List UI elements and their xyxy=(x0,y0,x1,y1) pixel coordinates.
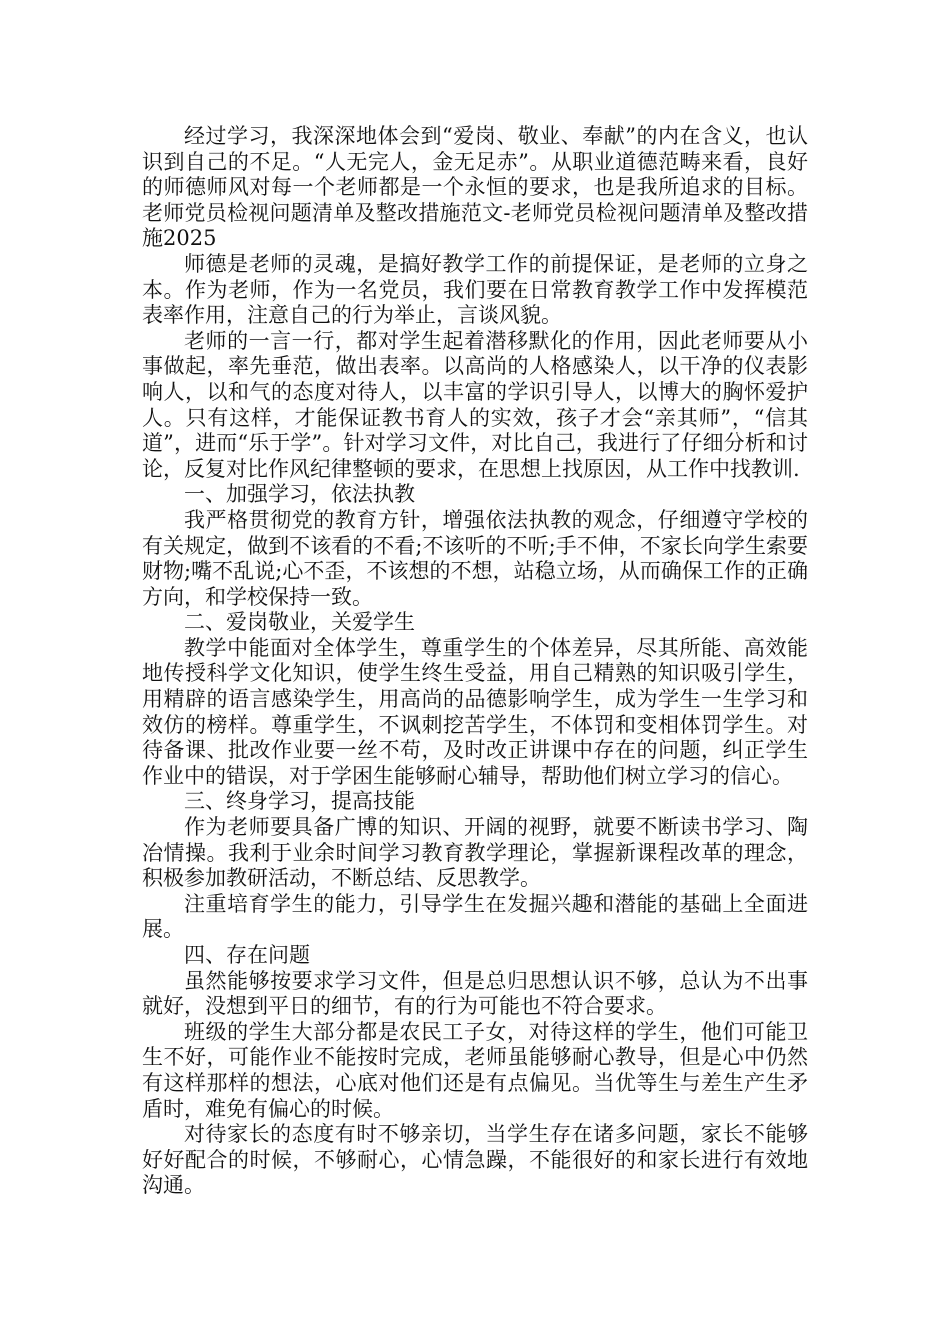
paragraph-section-2: 教学中能面对全体学生，尊重学生的个体差异，尽其所能、高效能地传授科学文化知识，使学生终生受益，用自己精熟的知识吸引学生，用精辟的语言感染学生，用高尚的品德影响学生，成为学生一生学习和效仿的榜样。尊重学生，不讽刺挖苦学生，不体罚和变相体罚学生。对待备课、批改作业要一丝不苟，及时改正讲课中存在的问题，纠正学生作业中的错误，对于学困生能够耐心辅导，帮助他们树立学习的信心。 xyxy=(142,635,808,788)
section-heading-2: 二、爱岗敬业，关爱学生 xyxy=(184,610,415,635)
paragraph-role-model: 老师的一言一行，都对学生起着潜移默化的作用，因此老师要从小事做起，率先垂范，做出表率。以高尚的人格感染人，以干净的仪表影响人，以和气的态度对待人，以丰富的学识引导人，以博大的胸怀爱护人。只有这样，才能保证教书育人的实效，孩子才会“亲其师”，“信其道”，进而“乐于学”。针对学习文件，对比自己，我进行了仔细分析和讨论，反复对比作风纪律整顿的要求，在思想上找原因，从工作中找教训. xyxy=(142,328,808,481)
paragraph-section-4c: 对待家长的态度有时不够亲切，当学生存在诸多问题，家长不能够好好配合的时候，不够耐心，心情急躁，不能很好的和家长进行有效地沟通。 xyxy=(142,1122,808,1198)
paragraph-section-4b: 班级的学生大部分都是农民工子女，对待这样的学生，他们可能卫生不好，可能作业不能按时完成，老师虽能够耐心教导，但是心中仍然有这样那样的想法，心底对他们还是有点偏见。当优等生与差生产生矛盾时，难免有偏心的时候。 xyxy=(142,1019,808,1121)
paragraph-section-3a: 作为老师要具备广博的知识、开阔的视野，就要不断读书学习、陶冶情操。我利于业余时间学习教育教学理论，掌握新课程改革的理念，积极参加教研活动，不断总结、反思教学。 xyxy=(142,815,808,891)
paragraph-teacher-ethics: 师德是老师的灵魂，是搞好教学工作的前提保证，是老师的立身之本。作为老师，作为一名党员，我们要在日常教育教学工作中发挥模范表率作用，注意自己的行为举止，言谈风貌。 xyxy=(142,251,808,328)
section-heading-4: 四、存在问题 xyxy=(184,943,310,967)
section-heading-1: 一、加强学习，依法执教 xyxy=(184,482,415,507)
paragraph-intro: 经过学习，我深深地体会到“爱岗、敬业、奉献”的内在含义，也认识到自己的不足。“人无完人，金无足赤”。从职业道德范畴来看，良好的师德师风对每一个老师都是一个永恒的要求，也是我所追求的目标。老师党员检视问题清单及整改措施范文-老师党员检视问题清单及整改措施2025 xyxy=(142,124,808,251)
paragraph-section-4a: 虽然能够按要求学习文件，但是总归思想认识不够，总认为不出事就好，没想到平日的细节，有的行为可能也不符合要求。 xyxy=(142,968,808,1019)
document-body xyxy=(142,124,808,1199)
paragraph-section-3b: 注重培育学生的能力，引导学生在发掘兴趣和潜能的基础上全面进展。 xyxy=(142,891,808,942)
section-heading-3: 三、终身学习，提高技能 xyxy=(184,789,415,814)
paragraph-section-1: 我严格贯彻党的教育方针，增强依法执教的观念，仔细遵守学校的有关规定，做到不该看的不看;不该听的不听;手不伸，不家长向学生索要财物;嘴不乱说;心不歪，不该想的不想，站稳立场，从而确保工作的正确方向，和学校保持一致。 xyxy=(142,507,808,609)
